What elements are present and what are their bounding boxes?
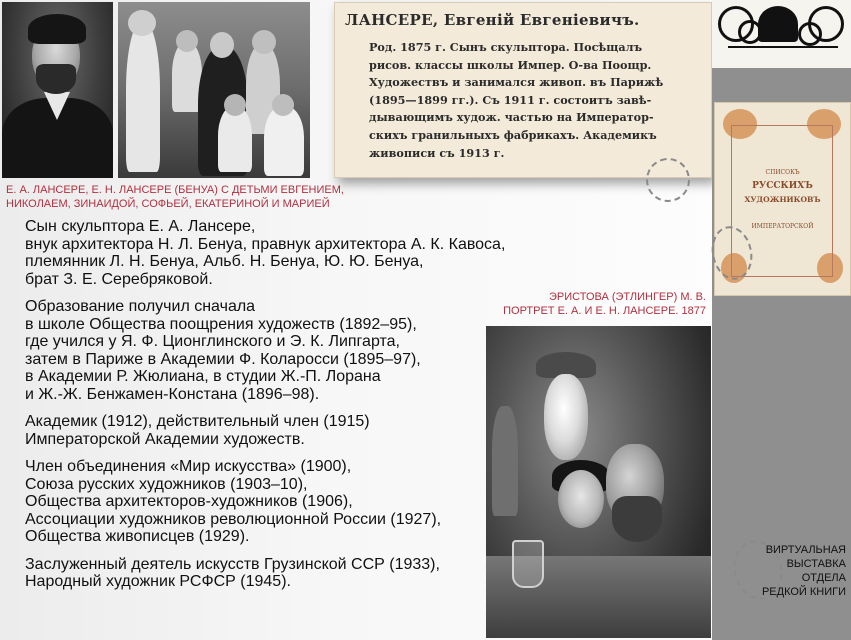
- exhibit-label-line: РЕДКОЙ КНИГИ: [761, 586, 846, 598]
- bio-line: Народный художник РСФСР (1945).: [25, 573, 291, 590]
- bio-line: Член объединения «Мир искусства» (1900),: [25, 458, 352, 475]
- book-cover-line: ХУДОЖНИКОВЪ: [744, 195, 821, 204]
- entry-line: живописи съ 1913 г.: [369, 145, 505, 160]
- book-cover-line: ИМПЕРАТОРСКОЙ: [751, 223, 814, 230]
- family-photo-caption: [6, 183, 344, 211]
- bio-line: Образование получил сначала: [25, 298, 256, 315]
- caption-line: Е. А. ЛАНСЕРЕ, Е. Н. ЛАНСЕРЕ (БЕНУА) С ДЕТЬМИ ЕВГЕНИЕМ,: [6, 184, 344, 196]
- bio-line: Академик (1912), действительный член (1915): [25, 413, 370, 430]
- bio-paragraph-academy: [25, 413, 495, 448]
- bio-line: Общества живописцев (1929).: [25, 528, 250, 545]
- lanceray-portrait-photo: [2, 2, 113, 178]
- book-cover-line: СПИСОКЪ: [765, 169, 800, 176]
- caption-line: ПОРТРЕТ Е. А. И Е. Н. ЛАНСЕРЕ. 1877: [503, 305, 706, 317]
- art-nouveau-ornament-image: [712, 0, 851, 68]
- book-cover-line: РУССКИХЪ: [752, 181, 813, 191]
- bio-line: Заслуженный деятель искусств Грузинской ССР (1933),: [25, 555, 440, 573]
- eristova-portrait-caption: [486, 290, 706, 318]
- bio-line: брат З. Е. Серебряковой.: [25, 270, 213, 288]
- eristova-portrait-image: [486, 326, 711, 638]
- bio-paragraph-memberships: [25, 458, 495, 546]
- bio-line: Императорской Академии художеств.: [25, 430, 305, 448]
- bio-paragraph-family: [25, 218, 506, 288]
- bio-line: племянник Л. Н. Бенуа, Альб. Н. Бенуа, Ю. Ю. Бенуа,: [25, 253, 424, 270]
- bio-line: Сын скульптора Е. А. Лансере,: [25, 218, 256, 235]
- biographical-entry-card: [334, 2, 712, 178]
- bio-line: где учился у Я. Ф. Ционглинского и Э. К. Липгарта,: [25, 333, 400, 350]
- exhibit-label-line: ВЫСТАВКА: [786, 558, 846, 570]
- exhibit-label-line: ВИРТУАЛЬНАЯ: [765, 544, 846, 556]
- bio-line: Ассоциации художников революционной России (1927),: [25, 510, 442, 528]
- bio-line: в Академии Р. Жюлиана, в студии Ж.-П. Лорана: [25, 368, 381, 385]
- bio-paragraph-honors: [25, 556, 495, 591]
- entry-line: дывающимъ худож. частью на Император-: [369, 110, 654, 125]
- bio-paragraph-education: [25, 298, 495, 403]
- exhibit-label-line: ОТДЕЛА: [801, 572, 846, 584]
- caption-line: НИКОЛАЕМ, ЗИНАИДОЙ, СОФЬЕЙ, ЕКАТЕРИНОЙ И МАРИЕЙ: [6, 198, 330, 210]
- caption-line: ЭРИСТОВА (ЭТЛИНГЕР) М. В.: [548, 291, 706, 303]
- virtual-exhibition-label: [754, 543, 846, 599]
- bio-line: в школе Общества поощрения художеств (1892–95),: [25, 315, 417, 333]
- entry-line: Художествъ и занимался живоп. въ Парижѣ: [369, 75, 664, 90]
- entry-line: (1895—1899 гг.). Съ 1911 г. состоитъ завѣ-: [369, 92, 652, 107]
- entry-line: рисов. классы школы Импер. О-ва Поощр.: [369, 57, 652, 72]
- entry-body: [369, 39, 704, 162]
- bio-line: затем в Париже в Академии Ф. Коларосси (1895–97),: [25, 350, 421, 368]
- family-group-photo: [118, 2, 310, 178]
- biography-text: [25, 218, 506, 601]
- bio-line: Союза русских художников (1903–10),: [25, 475, 308, 493]
- entry-line: скихъ гранильныхъ фабрикахъ. Академикъ: [369, 127, 657, 142]
- entry-heading: ЛАНСЕРЕ, Евгеній Евгеніевичъ.: [345, 11, 640, 29]
- bio-line: и Ж.-Ж. Бенжамен-Констана (1896–98).: [25, 385, 320, 403]
- bio-line: Общества архитекторов-художников (1906),: [25, 493, 353, 510]
- bio-line: внук архитектора Н. Л. Бенуа, правнук архитектора А. К. Кавоса,: [25, 235, 506, 253]
- entry-line: Род. 1875 г. Сынъ скульптора. Посѣщалъ: [369, 40, 643, 54]
